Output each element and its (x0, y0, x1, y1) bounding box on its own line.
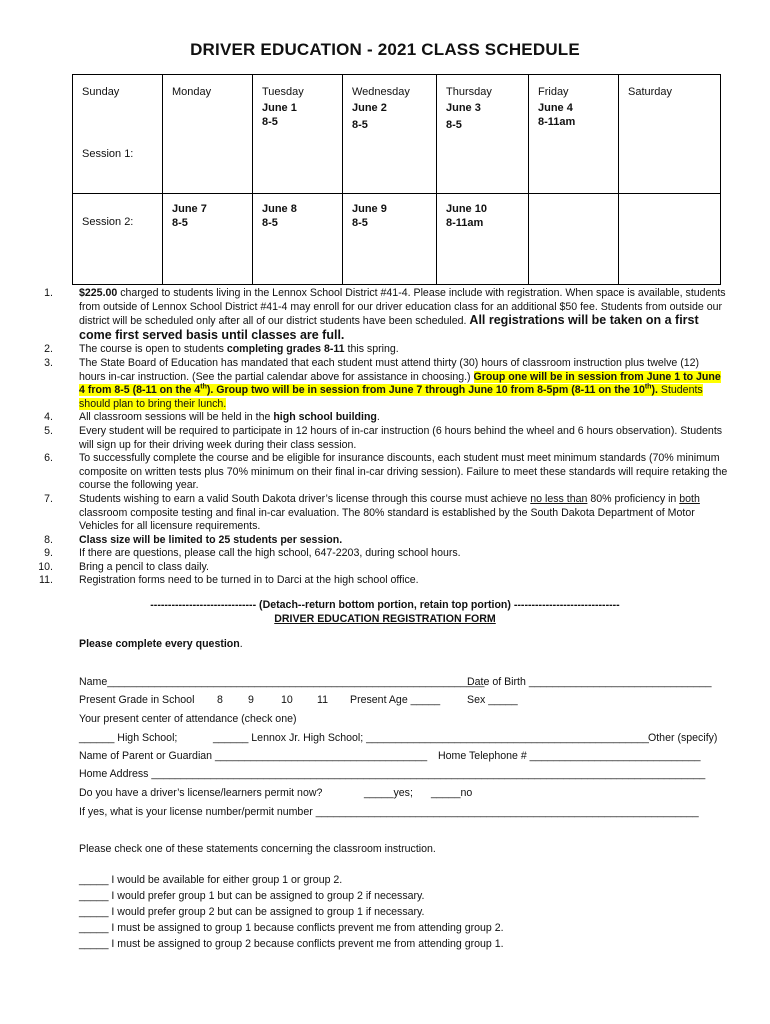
cell-saturday-week1 (619, 75, 721, 194)
detach-line: ------------------------------ (Detach--return bottom portion, retain top portion) ------------------------------ (150, 599, 620, 611)
day-header-tuesday: Tuesday (262, 86, 304, 98)
date-june-4: June 4 (538, 102, 573, 114)
note-number: 6. (44, 452, 53, 465)
cell-wednesday-week2 (343, 194, 437, 285)
present-age-field[interactable]: Present Age _____ (350, 694, 441, 706)
note-text: The course is open to students (79, 343, 227, 356)
attendance-center-label: Your present center of attendance (check one) (79, 713, 297, 725)
note-text: this spring. (344, 343, 399, 356)
time-june-1: 8-5 (262, 116, 278, 128)
note-item-3 (0, 357, 770, 411)
ordinal-suffix: th (200, 383, 207, 391)
note-text: classroom composite testing and final in-car evaluation. The 80% standard is established by the South Dakota Department of Motor Vehicles for all licensure requirements. (79, 506, 695, 533)
location-note: high school building (273, 411, 377, 424)
time-june-10: 8-11am (446, 217, 484, 229)
cell-saturday-week2 (619, 194, 721, 285)
permit-yes-option[interactable]: _____yes; (364, 787, 413, 799)
date-of-birth-field[interactable]: Date of Birth _______________________________ (467, 676, 712, 688)
group-option-prefer-1[interactable]: _____ I would prefer group 1 but can be assigned to group 2 if necessary. (79, 890, 425, 902)
day-header-sunday: Sunday (82, 86, 120, 98)
note-text: The State Board of Education has mandated that each student must attend thirty (30) hours of classroom instruction plus twelve (12) hours in-car instruction. (See the partial calendar above for assistance in choosing.) (79, 356, 700, 383)
session-1-label: Session 1: (82, 148, 134, 160)
note-number: 3. (44, 356, 53, 369)
cell-sunday-week1 (73, 75, 163, 194)
class-size-note: Class size will be limited to 25 students per session. (79, 533, 343, 546)
note-item-9 (0, 547, 770, 561)
note-number: 7. (44, 492, 53, 505)
note-text: To successfully complete the course and be eligible for insurance discounts, each student must meet minimum standards (70% minimum composite on written tests plus 70% minimum on their final in-car driving session). Failure to meet these standards will require retaking the course the following year. (79, 452, 728, 492)
highlight-text: ). (651, 384, 658, 397)
class-schedule-calendar (72, 74, 721, 285)
grades-note: completing grades 8-11 (226, 343, 345, 356)
home-address-field[interactable]: Home Address ______________________________________________________________________________________________ (79, 768, 706, 780)
group-option-must-2[interactable]: _____ I must be assigned to group 2 because conflicts prevent me from attending group 1. (79, 938, 504, 950)
note-number: 8. (44, 533, 53, 546)
sex-field[interactable]: Sex _____ (467, 694, 518, 706)
date-june-9: June 9 (352, 203, 387, 215)
note-item-11 (0, 574, 770, 588)
date-june-2: June 2 (352, 102, 387, 114)
group-option-must-1[interactable]: _____ I must be assigned to group 1 because conflicts prevent me from attending group 2. (79, 922, 504, 934)
time-june-9: 8-5 (352, 217, 368, 229)
high-school-option[interactable]: ______ High School; (79, 732, 178, 744)
note-item-8 (0, 534, 770, 548)
day-header-wednesday: Wednesday (352, 86, 410, 98)
date-june-8: June 8 (262, 203, 297, 215)
grade-option-11[interactable]: 11 (317, 694, 328, 706)
fee-amount: $225.00 (79, 287, 118, 299)
home-telephone-field[interactable]: Home Telephone # _____________________________ (438, 750, 701, 762)
detach-section (0, 598, 770, 626)
time-june-3: 8-5 (446, 119, 462, 131)
classroom-instruction-intro: Please check one of these statements concerning the classroom instruction. (79, 843, 436, 855)
cell-tuesday-week2 (253, 194, 343, 285)
underlined-text: both (679, 492, 700, 505)
cell-friday-week1 (529, 75, 619, 194)
cell-sunday-week2 (73, 194, 163, 285)
date-june-7: June 7 (172, 203, 207, 215)
parent-guardian-field[interactable]: Name of Parent or Guardian ____________________________________ (79, 750, 428, 762)
grade-option-10[interactable]: 10 (281, 694, 293, 706)
form-instruction (79, 638, 243, 650)
note-item-4 (0, 411, 770, 425)
note-item-5 (0, 425, 770, 452)
highlight-text: Group one will be in session from June 1 to June 4 from 8-5 (8-11 on the 4 (79, 370, 721, 397)
note-text: charged to students living in the Lennox School District #41-4. Please include with registration. When space is available, students from outside of Lennox School District #41-4 may enroll for our driver education class for an additional $50 fee. Students from outside our district will be scheduled only after all of our district students have been scheduled. (79, 287, 726, 328)
cell-monday-week2 (163, 194, 253, 285)
cell-friday-week2 (529, 194, 619, 285)
day-header-friday: Friday (538, 86, 569, 98)
note-number: 10. (38, 560, 53, 573)
note-number: 11. (39, 574, 53, 587)
session-2-label: Session 2: (82, 216, 134, 228)
note-item-1 (0, 287, 770, 343)
note-text: 80% proficiency in (587, 492, 680, 505)
day-header-saturday: Saturday (628, 86, 673, 98)
note-item-2 (0, 343, 770, 357)
note-number: 1. (44, 287, 53, 299)
note-text: Bring a pencil to class daily. (79, 560, 209, 573)
note-number: 9. (44, 547, 53, 560)
instruction-end: . (239, 638, 243, 650)
grade-option-9[interactable]: 9 (248, 694, 254, 706)
date-june-1: June 1 (262, 102, 297, 114)
note-item-7 (0, 493, 770, 534)
cell-wednesday-week1 (343, 75, 437, 194)
lennox-jr-high-option[interactable]: ______ Lennox Jr. High School; ________________________________________________ (213, 732, 649, 744)
time-june-2: 8-5 (352, 119, 368, 131)
note-text: All classroom sessions will be held in the (79, 411, 274, 424)
day-header-monday: Monday (172, 86, 212, 98)
permit-question: Do you have a driver’s license/learners permit now? (79, 787, 323, 799)
ordinal-suffix: th (644, 383, 652, 391)
time-june-4: 8-11am (538, 116, 576, 128)
instruction-text: Please complete every question (79, 638, 240, 650)
note-number: 4. (44, 411, 53, 424)
grade-label: Present Grade in School (79, 694, 195, 706)
cell-thursday-week1 (437, 75, 529, 194)
other-specify-option[interactable]: Other (specify) (648, 732, 718, 744)
lunch-highlight: Students should plan to bring their lunch. (79, 384, 703, 410)
time-june-8: 8-5 (262, 217, 278, 229)
name-field[interactable]: Name________________________________________________________________ (79, 676, 485, 688)
note-number: 2. (44, 343, 53, 356)
group-option-prefer-2[interactable]: _____ I would prefer group 2 but can be assigned to group 1 if necessary. (79, 906, 425, 918)
grade-option-8[interactable]: 8 (217, 694, 223, 706)
note-item-6 (0, 452, 770, 493)
permit-number-field[interactable]: If yes, what is your license number/permit number _________________________________________________________________ (79, 806, 699, 818)
highlight-text: ). Group two will be in session from June 7 through June 10 from 8-5pm (8-11 on the 10 (206, 384, 645, 397)
cell-thursday-week2 (437, 194, 529, 285)
day-header-thursday: Thursday (446, 86, 492, 98)
note-text: Registration forms need to be turned in to Darci at the high school office. (79, 574, 419, 587)
note-text: Students wishing to earn a valid South Dakota driver’s license through this course must achieve (79, 492, 531, 505)
date-june-10: June 10 (446, 203, 487, 215)
cell-tuesday-week1 (253, 75, 343, 194)
time-june-7: 8-5 (172, 217, 188, 229)
group-option-either[interactable]: _____ I would be available for either group 1 or group 2. (79, 874, 343, 886)
registration-note: All registrations will be taken on a first come first served basis until classes are full. (79, 313, 699, 342)
note-text: . (376, 411, 380, 424)
registration-form-title: DRIVER EDUCATION REGISTRATION FORM (274, 613, 496, 625)
note-text: Every student will be required to participate in 12 hours of in-car instruction (6 hours behind the wheel and 6 hours observation). Students will sign up for their driving week during their class session. (79, 424, 723, 451)
date-june-3: June 3 (446, 102, 481, 114)
note-number: 5. (44, 424, 53, 437)
note-text: If there are questions, please call the high school, 647-2203, during school hours. (79, 547, 461, 560)
cell-monday-week1 (163, 75, 253, 194)
permit-no-option[interactable]: _____no (431, 787, 473, 799)
underlined-text: no less than (530, 492, 588, 505)
schedule-notes-list (0, 287, 770, 588)
page-title: DRIVER EDUCATION - 2021 CLASS SCHEDULE (190, 40, 580, 59)
note-item-10 (0, 561, 770, 575)
